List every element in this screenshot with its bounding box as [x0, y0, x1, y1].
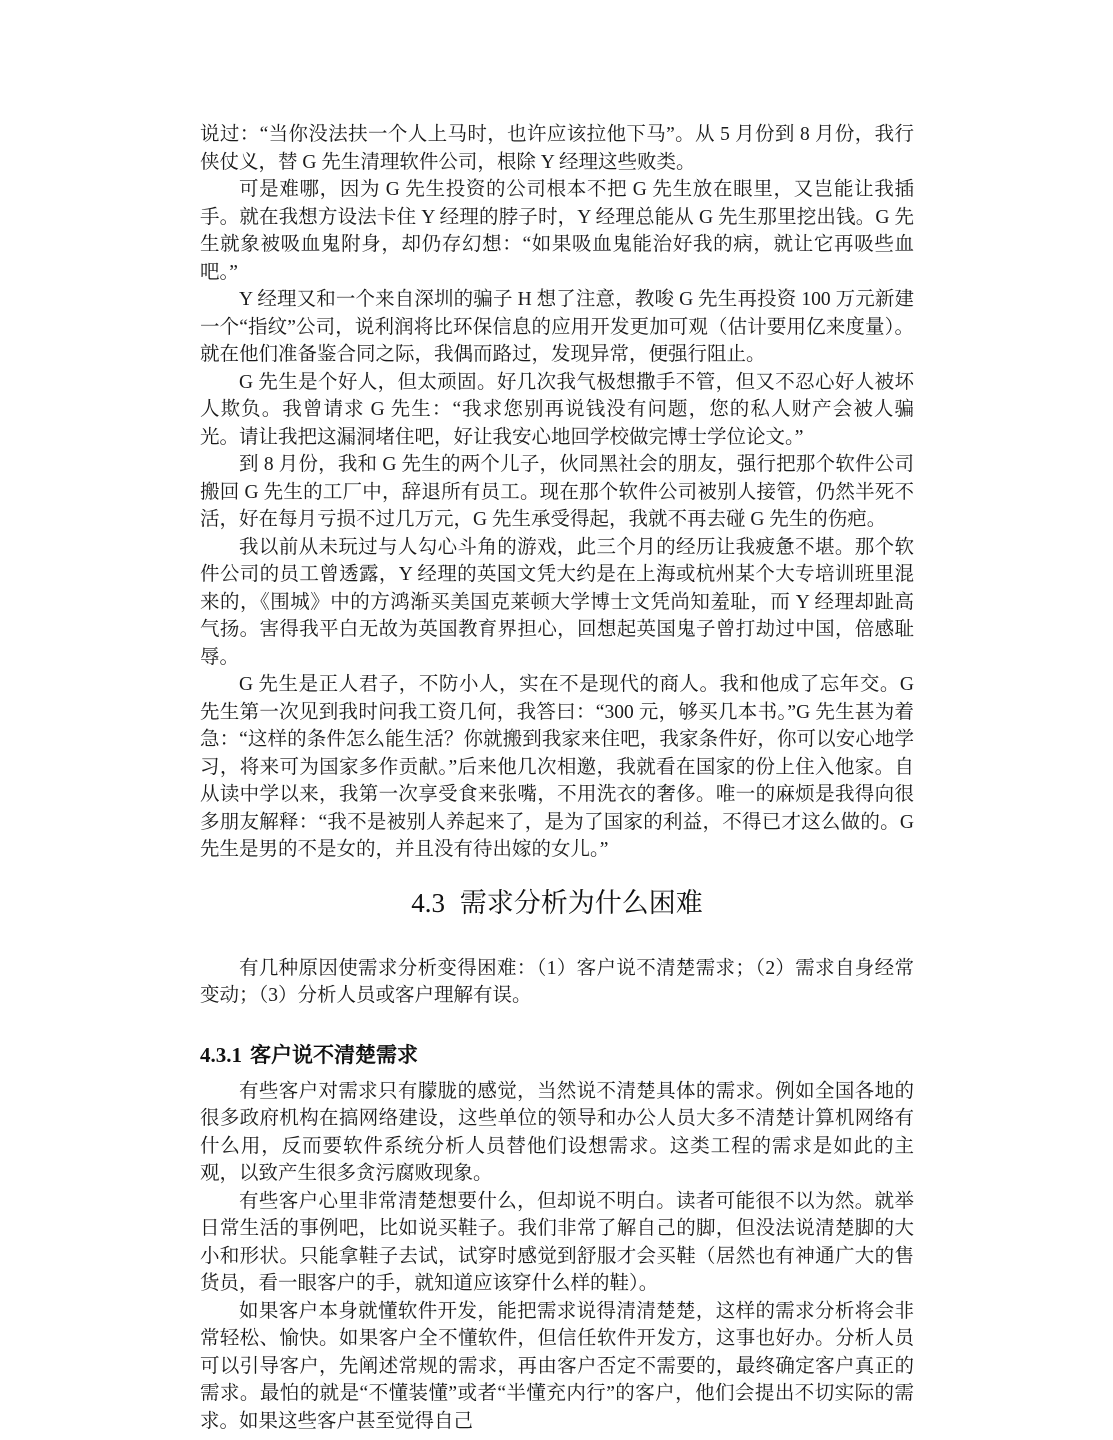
section-number: 4.3 [411, 887, 445, 918]
story-paragraph-2: 可是难哪，因为 G 先生投资的公司根本不把 G 先生放在眼里，又岂能让我插手。就在我想方设法卡住 Y 经理的脖子时，Y 经理总能从 G 先生那里挖出钱。G 先生就象被吸血鬼附身，却仍存幻想：“如果吸血鬼能治好我的病，就让它再吸些血吧。” [200, 179, 914, 283]
story-paragraph-7: G 先生是正人君子，不防小人，实在不是现代的商人。我和他成了忘年交。G 先生第一次见到我时问我工资几何，我答曰：“300 元，够买几本书。”G 先生甚为着急：“这样的条件怎么能生活？你就搬到我家来住吧，我家条件好，你可以安心地学习，将来可为国家多作贡献。”后来他几次相邀，我就看在国家的份上住入他家。自从读中学以来，我第一次享受食来张嘴，不用洗衣的奢侈。唯一的麻烦是我得向很多朋友解释：“我不是被别人养起来了，是为了国家的利益，不得已才这么做的。G 先生是男的不是女的，并且没有待出嫁的女儿。” [200, 674, 914, 860]
story-paragraph-4: G 先生是个好人，但太顽固。好几次我气极想撒手不管，但又不忍心好人被坏人欺负。我曾请求 G 先生：“我求您别再说钱没有问题，您的私人财产会被人骗光。请让我把这漏洞堵住吧，好让我安心地回学校做完博士学位论文。” [200, 371, 914, 448]
story-paragraph-3: Y 经理又和一个来自深圳的骗子 H 想了注意，教唆 G 先生再投资 100 万元新建一个“指纹”公司，说利润将比环保信息的应用开发更加可观（估计要用亿来度量）。就在他们准备鉴合同之际，我偶而路过，发现异常，便强行阻止。 [200, 289, 914, 365]
story-paragraph-5: 到 8 月份，我和 G 先生的两个儿子，伙同黑社会的朋友，强行把那个软件公司搬回 G 先生的工厂中，辞退所有员工。现在那个软件公司被别人接管，仍然半死不活，好在每月亏损不过几万元，G 先生承受得起，我就不再去碰 G 先生的伤疤。 [200, 454, 914, 530]
subsection-title: 客户说不清楚需求 [249, 1042, 418, 1067]
story-section [200, 121, 914, 864]
subsection-paragraph-2: 有些客户心里非常清楚想要什么，但却说不明白。读者可能很不以为然。就举日常生活的事例吧，比如说买鞋子。我们非常了解自己的脚，但没法说清楚脚的大小和形状。只能拿鞋子去试，试穿时感觉到舒服才会买鞋（居然也有神通广大的售货员，看一眼客户的手，就知道应该穿什么样的鞋）。 [200, 1190, 914, 1294]
section-heading [200, 886, 914, 921]
document-page [200, 121, 914, 1435]
story-paragraph-1: 说过：“当你没法扶一个人上马时，也许应该拉他下马”。从 5 月份到 8 月份，我行侠仗义，替 G 先生清理软件公司，根除 Y 经理这些败类。 [200, 124, 914, 173]
subsection-heading [200, 1042, 914, 1069]
subsection-body [200, 1078, 914, 1436]
subsection-paragraph-3: 如果客户本身就懂软件开发，能把需求说得清清楚楚，这样的需求分析将会非常轻松、愉快。如果客户全不懂软件，但信任软件开发方，这事也好办。分析人员可以引导客户，先阐述常规的需求，再由客户否定不需要的，最终确定客户真正的需求。最怕的就是“不懂装懂”或者“半懂充内行”的客户，他们会提出不切实际的需求。如果这些客户甚至觉得自己 [200, 1300, 914, 1432]
subsection-paragraph-1: 有些客户对需求只有朦胧的感觉，当然说不清楚具体的需求。例如全国各地的很多政府机构在搞网络建设，这些单位的领导和办公人员大多不清楚计算机网络有什么用，反而要软件系统分析人员替他们设想需求。这类工程的需求是如此的主观，以致产生很多贪污腐败现象。 [200, 1080, 914, 1184]
subsection-number: 4.3.1 [200, 1042, 242, 1067]
story-paragraph-6: 我以前从未玩过与人勾心斗角的游戏，此三个月的经历让我疲惫不堪。那个软件公司的员工曾透露，Y 经理的英国文凭大约是在上海或杭州某个大专培训班里混来的，《围城》中的方鸿渐买美国克莱顿大学博士文凭尚知羞耻，而 Y 经理却趾高气扬。害得我平白无故为英国教育界担心，回想起英国鬼子曾打劫过中国，倍感耻辱。 [200, 536, 914, 668]
section-title: 需求分析为什么困难 [459, 887, 703, 918]
section-intro-paragraph: 有几种原因使需求分析变得困难：（1）客户说不清楚需求；（2）需求自身经常变动；（3）分析人员或客户理解有误。 [200, 957, 914, 1006]
